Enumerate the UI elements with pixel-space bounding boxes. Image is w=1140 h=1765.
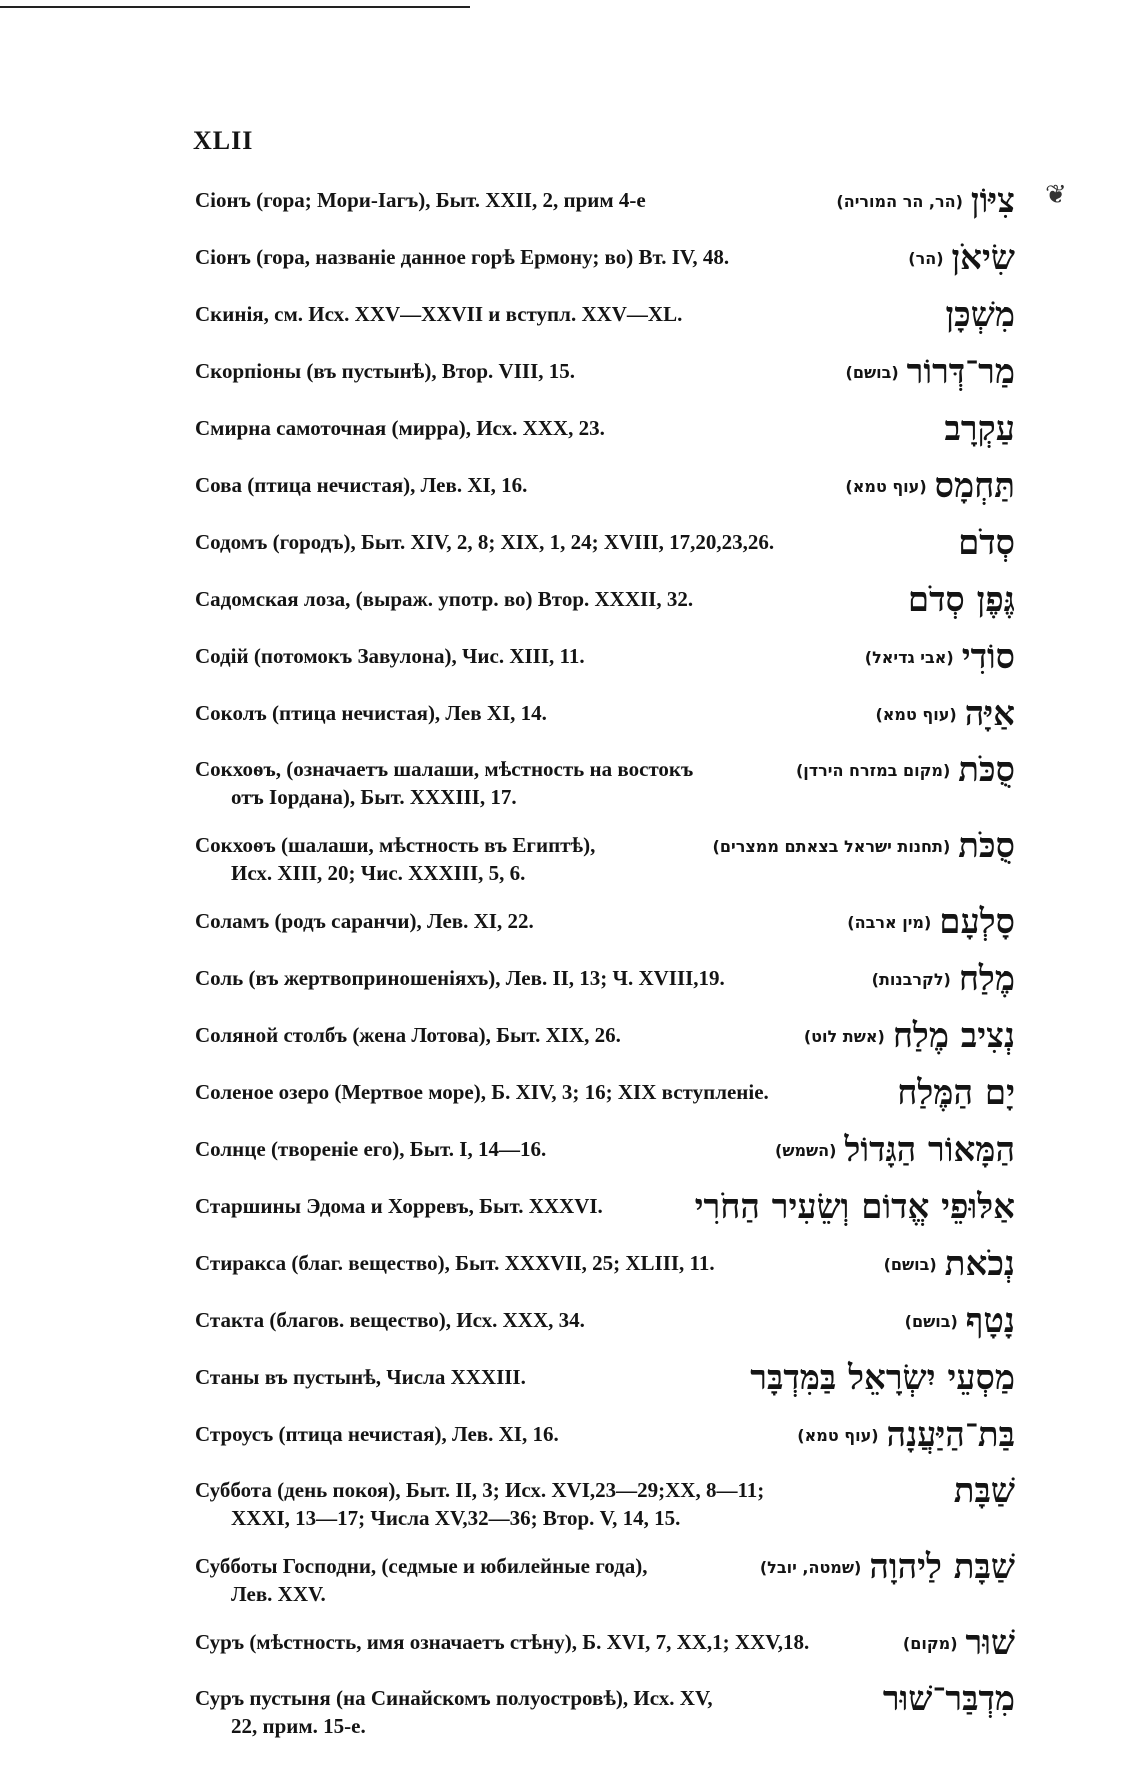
list-item	[195, 522, 1015, 564]
entry-hebrew-headword: נְצִיב מֶלַח	[892, 1016, 1015, 1056]
margin-ornament-icon: ❦	[1045, 180, 1067, 209]
list-item	[195, 1414, 1015, 1456]
entry-russian-line: Содомъ (городъ), Быт. XIV, 2, 8; XIX, 1, 24; XVIII, 17,20,23,26.	[195, 530, 775, 554]
page-number: XLII	[193, 126, 254, 155]
list-item	[195, 636, 1015, 678]
entry-hebrew	[713, 825, 1015, 867]
entry-hebrew	[865, 636, 1015, 678]
entry-hebrew-note: (עוף טמא)	[797, 1425, 879, 1445]
entry-hebrew-headword: שׁוּר	[965, 1623, 1015, 1663]
entry-russian-line: Сокхоѳъ (шалаши, мѣстность въ Египтѣ),	[195, 833, 596, 857]
entry-hebrew-note: (אשת לוט)	[803, 1026, 885, 1046]
entry-russian-line: Стиракса (благ. вещество), Быт. XXXVII, 25; XLIII, 11.	[195, 1251, 715, 1275]
entry-russian-text	[195, 1300, 585, 1334]
entry-hebrew-note: (מין ארבה)	[847, 912, 932, 932]
list-item	[195, 1622, 1015, 1664]
entry-hebrew-note: (בושם)	[883, 1254, 937, 1274]
entry-hebrew	[847, 901, 1015, 943]
entry-russian-continuation: Исх. XIII, 20; Чис. XXXIII, 5, 6.	[231, 861, 526, 885]
entry-russian-text	[195, 1414, 559, 1448]
entry-hebrew	[889, 1072, 1015, 1114]
entry-hebrew-headword: שַׁבָּת	[953, 1471, 1015, 1511]
entry-hebrew-note: (עוף טמא)	[875, 704, 957, 724]
entry-russian-text	[195, 465, 527, 499]
entry-hebrew-headword: סְדֹם	[958, 523, 1015, 563]
entry-russian-line: Станы въ пустынѣ, Числа XXXIII.	[195, 1365, 526, 1389]
list-item	[195, 351, 1015, 393]
entry-russian-line: Сіонъ (гора, названіе данное горѣ Ермону; во) Вт. IV, 48.	[195, 245, 730, 269]
entry-russian-line: Строусъ (птица нечистая), Лев. XI, 16.	[195, 1422, 559, 1446]
entry-hebrew	[742, 1357, 1015, 1399]
entry-hebrew-headword: מַר־דְּרוֹר	[906, 352, 1015, 392]
list-item	[195, 1678, 1015, 1740]
entry-russian-line: Скорпіоны (въ пустынѣ), Втор. VIII, 15.	[195, 359, 575, 383]
list-item	[195, 1470, 1015, 1532]
entry-hebrew-headword: בַּת־הַיַּעֲנָה	[886, 1415, 1015, 1455]
entry-hebrew-note: (בושם)	[904, 1311, 958, 1331]
entry-russian-line: Соляной столбъ (жена Лотова), Быт. XIX, 26.	[195, 1023, 621, 1047]
entry-russian-text	[195, 1015, 621, 1049]
entry-hebrew-note: (אבי גדיאל)	[864, 647, 954, 667]
entry-russian-text	[195, 1470, 764, 1532]
entry-russian-text	[195, 693, 547, 727]
list-item	[195, 180, 1015, 222]
entry-hebrew	[936, 408, 1015, 450]
entry-russian-continuation: 22, прим. 15-е.	[231, 1714, 366, 1738]
list-item	[195, 294, 1015, 336]
entry-russian-text	[195, 1546, 647, 1608]
list-item	[195, 901, 1015, 943]
list-item	[195, 1546, 1015, 1608]
entry-hebrew	[903, 1622, 1015, 1664]
entry-russian-line: Соламъ (родъ саранчи), Лев. XI, 22.	[195, 909, 534, 933]
entry-hebrew-headword: סָלְעָם	[939, 902, 1015, 942]
entry-hebrew	[908, 237, 1015, 279]
entry-hebrew-headword: סֻכֹּת	[958, 826, 1015, 866]
entry-hebrew-note: (לקרבנות)	[871, 969, 951, 989]
entry-russian-text	[195, 408, 605, 442]
entry-hebrew-note: (מקום)	[902, 1633, 958, 1653]
entry-hebrew-note: (עוף טמא)	[845, 476, 927, 496]
entry-hebrew	[937, 294, 1015, 336]
entry-russian-text	[195, 636, 585, 670]
entry-russian-text	[195, 522, 774, 556]
entry-russian-text	[195, 1678, 713, 1740]
entry-hebrew-headword: אַלּוּפֵי אֱדוֹם וְשֵׂעִיר הַחֹרִי	[694, 1187, 1015, 1227]
list-item	[195, 465, 1015, 507]
entry-russian-line: Субботы Господни, (седмые и юбилейные года),	[195, 1554, 648, 1578]
entry-russian-continuation: XXXI, 13—17; Числа XV,32—36; Втор. V, 14, 15.	[231, 1506, 681, 1530]
list-item	[195, 1243, 1015, 1285]
entry-russian-line: Садомская лоза, (выраж. употр. во) Втор. XXXII, 32.	[195, 587, 694, 611]
entry-hebrew-headword: אַיָּה	[964, 694, 1015, 734]
entry-hebrew-headword: מֶלַח	[958, 959, 1015, 999]
list-item	[195, 1186, 1015, 1228]
entry-hebrew-headword: צִיּוֹן	[970, 181, 1015, 221]
list-item	[195, 1015, 1015, 1057]
entry-hebrew-headword: הַמָּאוֹר הַגָּדוֹל	[844, 1130, 1015, 1170]
entry-russian-line: Старшины Эдома и Хорревъ, Быт. XXXVI.	[195, 1194, 603, 1218]
entry-russian-text	[195, 1243, 715, 1277]
entry-russian-text	[195, 579, 693, 613]
entry-hebrew-headword: גֶּפֶן סְדֹם	[907, 580, 1015, 620]
entry-russian-line: Содій (потомокъ Завулона), Чис. XIII, 11.	[195, 644, 585, 668]
entry-hebrew	[775, 1129, 1015, 1171]
entry-russian-text	[195, 825, 595, 887]
top-rule	[0, 0, 470, 8]
list-item	[195, 958, 1015, 1000]
entry-russian-text	[195, 901, 534, 935]
entry-hebrew	[900, 579, 1015, 621]
entry-russian-line: Суръ (мѣстность, имя означаетъ стѣну), Б. XVI, 7, XX,1; XXV,18.	[195, 1630, 810, 1654]
entry-russian-continuation: Лев. XXV.	[231, 1582, 326, 1606]
entry-russian-line: Суббота (день покоя), Быт. II, 3; Исх. XVI,23—29;XX, 8—11;	[195, 1478, 765, 1502]
entry-hebrew-note: (תחנות ישראל בצאתם ממצרים)	[712, 836, 951, 856]
entry-hebrew	[875, 1678, 1015, 1720]
entry-hebrew-headword: מַסְעֵי יִשְׂרָאֵל בַּמִּדְבָּר	[750, 1358, 1015, 1398]
list-item	[195, 408, 1015, 450]
entry-list	[195, 180, 1015, 1740]
entry-russian-text	[195, 1186, 603, 1220]
entry-hebrew	[845, 465, 1015, 507]
entry-hebrew-headword: שַׁבָּת לַיהוָה	[869, 1547, 1015, 1587]
entry-hebrew	[760, 1546, 1015, 1588]
entry-hebrew-note: (הר)	[908, 248, 944, 268]
entry-russian-line: Стакта (благов. вещество), Исх. XXX, 34.	[195, 1308, 585, 1332]
entry-hebrew-headword: סוֹדִי	[961, 637, 1015, 677]
entry-russian-line: Соль (въ жертвоприношеніяхъ), Лев. II, 13; Ч. XVIII,19.	[195, 966, 725, 990]
list-item	[195, 1072, 1015, 1114]
entry-hebrew-note: (שמטה, יובל)	[759, 1557, 862, 1577]
entry-hebrew-headword: נְכֹאת	[944, 1244, 1015, 1284]
entry-russian-line: Сіонъ (гора; Мори-Іагъ), Быт. XXII, 2, прим 4-е	[195, 188, 646, 212]
list-item	[195, 579, 1015, 621]
entry-russian-text	[195, 958, 725, 992]
entry-russian-text	[195, 1129, 546, 1163]
list-item	[195, 1357, 1015, 1399]
entry-hebrew	[846, 351, 1015, 393]
entry-russian-text	[195, 237, 729, 271]
entry-russian-text	[195, 351, 575, 385]
entry-hebrew	[884, 1243, 1015, 1285]
entry-hebrew	[804, 1015, 1015, 1057]
entry-hebrew-headword: מִדְבַּר־שׁוּר	[882, 1679, 1015, 1719]
entry-hebrew-headword: עַקְרָב	[944, 409, 1015, 449]
entry-hebrew-headword: תַּחְמָס	[934, 466, 1015, 506]
entry-russian-continuation: отъ Іордана), Быт. XXXIII, 17.	[231, 785, 517, 809]
entry-hebrew	[905, 1300, 1015, 1342]
entry-russian-text	[195, 294, 682, 328]
entry-hebrew	[946, 1470, 1015, 1512]
list-item	[195, 693, 1015, 735]
entry-hebrew-note: (הר, הר המוריה)	[836, 191, 963, 211]
entry-russian-line: Сова (птица нечистая), Лев. XI, 16.	[195, 473, 528, 497]
list-item	[195, 749, 1015, 811]
entry-hebrew	[875, 693, 1015, 735]
entry-hebrew-note: (מקום במזרח הירדן)	[795, 760, 951, 780]
entry-hebrew-headword: סֻכֹּת	[958, 750, 1015, 790]
entry-russian-text	[195, 1357, 526, 1391]
entry-hebrew-note: (בושם)	[845, 362, 899, 382]
entry-hebrew-headword: שִׂיאֹן	[951, 238, 1015, 278]
entry-hebrew-headword: מִשְׁכָּן	[945, 295, 1015, 335]
entry-russian-line: Соленое озеро (Мертвое море), Б. XIV, 3; 16; XIX вступленіе.	[195, 1080, 769, 1104]
entry-hebrew	[687, 1186, 1015, 1228]
entry-hebrew	[796, 749, 1015, 791]
entry-russian-line: Солнце (твореніе его), Быт. I, 14—16.	[195, 1137, 547, 1161]
list-item	[195, 1129, 1015, 1171]
entry-russian-text	[195, 1072, 769, 1106]
entry-russian-line: Сокхоѳъ, (означаетъ шалаши, мѣстность на востокъ	[195, 757, 694, 781]
entry-russian-line: Смирна самоточная (мирра), Исх. XXX, 23.	[195, 416, 605, 440]
entry-hebrew	[797, 1414, 1015, 1456]
entry-hebrew	[950, 522, 1015, 564]
entry-russian-text	[195, 749, 693, 811]
entry-russian-text	[195, 180, 646, 214]
entry-hebrew-headword: יָם הַמֶּלַח	[897, 1073, 1015, 1113]
entry-russian-line: Соколъ (птица нечистая), Лев XI, 14.	[195, 701, 547, 725]
entry-hebrew-headword: נָטָף	[965, 1301, 1015, 1341]
list-item	[195, 237, 1015, 279]
entry-hebrew-note: (השמש)	[775, 1140, 837, 1160]
list-item	[195, 1300, 1015, 1342]
entry-russian-text	[195, 1622, 809, 1656]
entry-hebrew	[872, 958, 1015, 1000]
entry-russian-line: Скинія, см. Исх. XXV—XXVII и вступл. XXV—XL.	[195, 302, 683, 326]
list-item	[195, 825, 1015, 887]
entry-hebrew	[836, 180, 1015, 222]
entry-russian-line: Суръ пустыня (на Синайскомъ полуостровѣ), Исх. XV,	[195, 1686, 713, 1710]
